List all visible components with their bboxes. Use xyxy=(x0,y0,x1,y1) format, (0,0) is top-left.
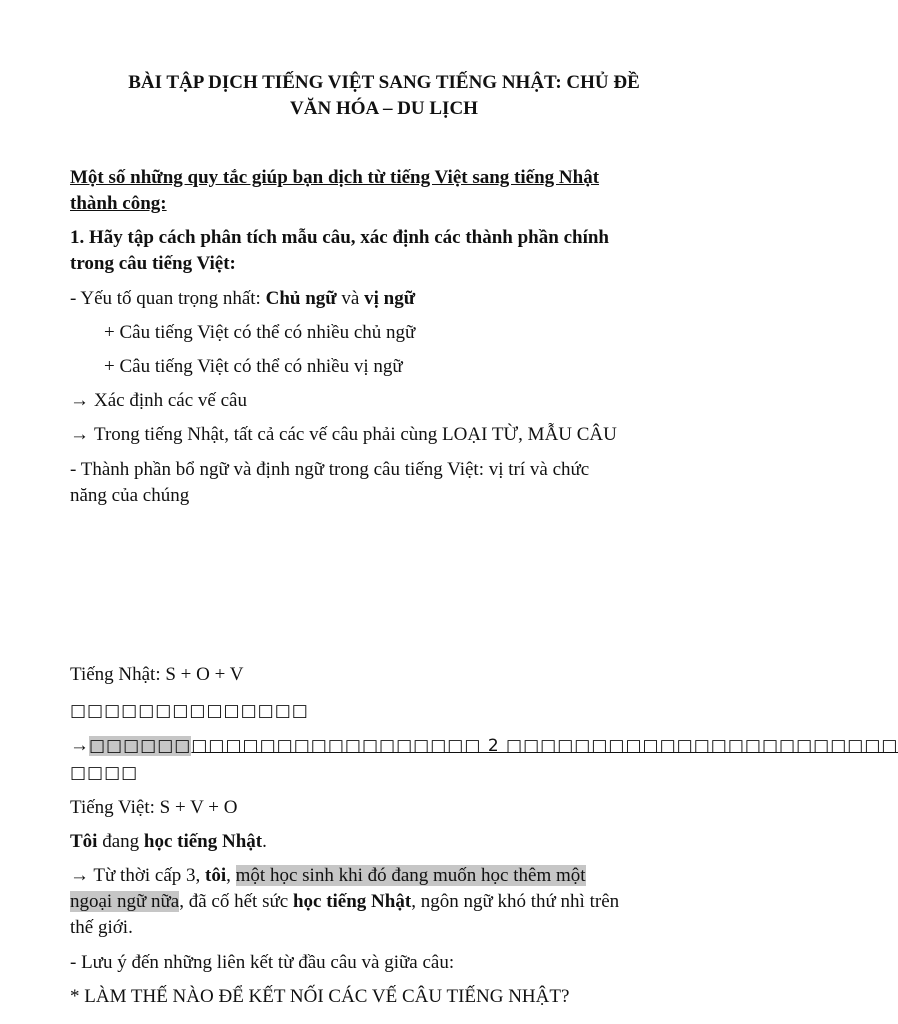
long-example-subject: tôi xyxy=(205,865,227,886)
example-object: học tiếng Nhật xyxy=(143,831,263,852)
modifiers-line-2: năng của chúng xyxy=(70,485,190,506)
step-2-text: Trong tiếng Nhật, tất cả các vế câu phải cùng LOẠI TỪ, MẪU CÂU xyxy=(94,424,617,445)
long-example-highlight-2: ngoại ngữ nữa xyxy=(70,891,180,912)
key-elements-line xyxy=(70,286,710,312)
japanese-example-1: □□□□□□□□□□□□□□ xyxy=(70,701,309,721)
step-identify-clauses xyxy=(70,388,710,414)
long-example-line-2 xyxy=(70,889,710,915)
arrow-icon: → xyxy=(70,390,89,411)
rule1-heading xyxy=(70,225,710,277)
title-line-1: BÀI TẬP DỊCH TIẾNG VIỆT SANG TIẾNG NHẬT: CHỦ ĐỀ xyxy=(128,72,640,93)
example-subject: Tôi xyxy=(70,831,98,852)
japanese-structure: Tiếng Nhật: S + O + V xyxy=(70,664,244,685)
sub-point-predicates: + Câu tiếng Việt có thể có nhiều vị ngữ xyxy=(104,356,403,377)
title-line-2: VĂN HÓA – DU LỊCH xyxy=(290,98,478,119)
document-title xyxy=(70,70,698,122)
and-word: và xyxy=(336,288,365,309)
long-example-comma: , xyxy=(226,865,236,886)
intro-heading xyxy=(70,165,710,217)
long-example-prefix: Từ thời cấp 3, xyxy=(89,865,206,886)
long-example-mid: , đã cố hết sức xyxy=(179,891,293,912)
example-verb: đang xyxy=(97,831,144,852)
japanese-example-2 xyxy=(70,733,898,759)
vietnamese-structure: Tiếng Việt: S + V + O xyxy=(70,797,238,818)
key-elements-prefix: - Yếu tố quan trọng nhất: xyxy=(70,288,266,309)
arrow-icon: → xyxy=(70,735,89,756)
long-example-highlight-1: một học sinh khi đó đang muốn học thêm một xyxy=(235,865,586,886)
japanese-highlight: □□□□□□ xyxy=(89,736,192,756)
predicate-term: vị ngữ xyxy=(364,288,416,309)
step-japanese-clauses xyxy=(70,422,710,448)
long-example-end: , ngôn ngữ khó thứ nhì trên xyxy=(411,891,620,912)
rule1-heading-line-1: 1. Hãy tập cách phân tích mẫu câu, xác định các thành phần chính xyxy=(70,227,609,248)
subject-term: Chủ ngữ xyxy=(265,288,337,309)
intro-line-1: Một số những quy tắc giúp bạn dịch từ tiếng Việt sang tiếng Nhật xyxy=(70,167,600,188)
japanese-example-2-continued: □□□□ xyxy=(70,763,139,783)
arrow-icon: → xyxy=(70,865,89,886)
how-to-connect-heading: * LÀM THẾ NÀO ĐỂ KẾT NỐI CÁC VẾ CÂU TIẾNG NHẬT? xyxy=(70,986,570,1007)
step-1-text: Xác định các vế câu xyxy=(94,390,247,411)
vietnamese-example xyxy=(70,829,710,855)
long-example-object: học tiếng Nhật xyxy=(292,891,412,912)
example-period: . xyxy=(262,831,267,852)
modifiers-note xyxy=(70,457,710,509)
intro-line-2: thành công: xyxy=(70,193,167,214)
modifiers-line-1: - Thành phần bổ ngữ và định ngữ trong câu tiếng Việt: vị trí và chức xyxy=(70,459,590,480)
long-example-line-3: thế giới. xyxy=(70,917,133,938)
japanese-underlined-text: □□□□□□□□□□□□□□□□□ 2 □□□□□□□□□□□□□□□□□□□□□□□ xyxy=(191,736,898,756)
sub-point-subjects: + Câu tiếng Việt có thể có nhiều chủ ngữ xyxy=(104,322,416,343)
rule1-heading-line-2: trong câu tiếng Việt: xyxy=(70,253,236,274)
long-example-line-1 xyxy=(70,863,710,889)
links-note: - Lưu ý đến những liên kết từ đầu câu và giữa câu: xyxy=(70,952,455,973)
arrow-icon: → xyxy=(70,424,89,445)
